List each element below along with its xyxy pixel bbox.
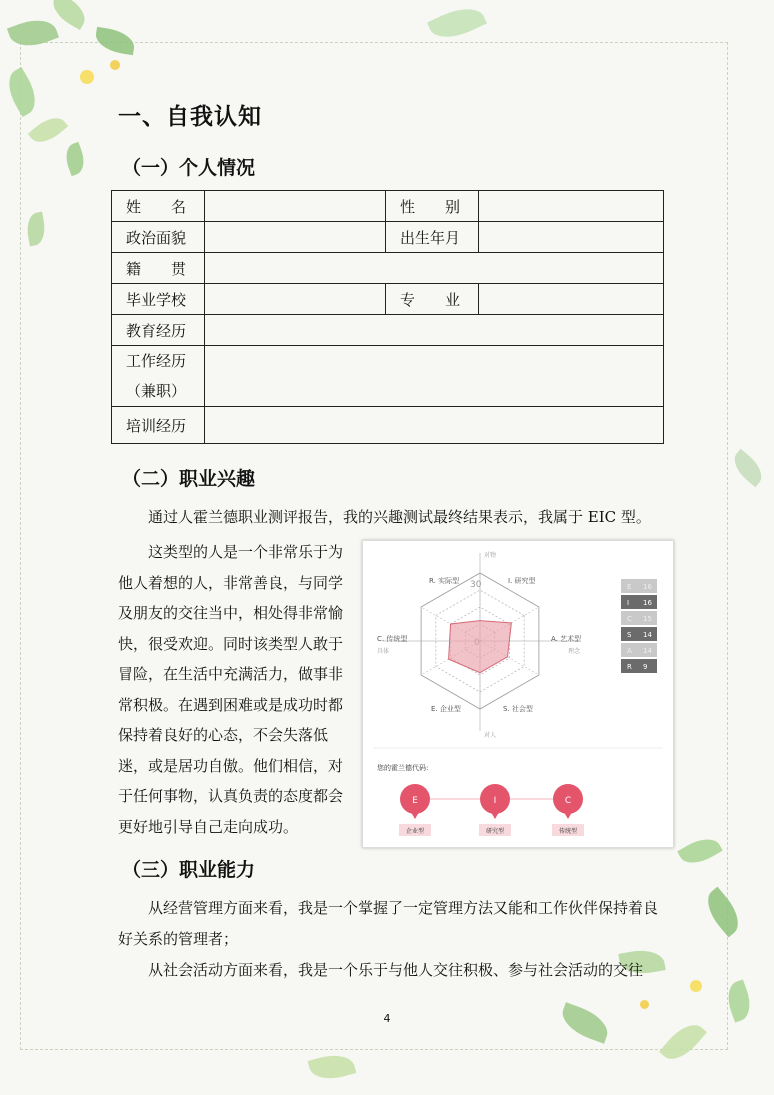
holland-chart-svg bbox=[363, 541, 673, 847]
radar-axis-label: I. 研究型 bbox=[508, 577, 536, 585]
radar-axis-label: A. 艺术型 bbox=[551, 635, 582, 643]
radar-axis-label: C. 传统型 bbox=[377, 635, 408, 643]
holland-chart bbox=[362, 540, 674, 848]
interest-intro: 通过人霍兰德职业测评报告，我的兴趣测试最终结果表示，我属于 EIC 型。 bbox=[148, 508, 651, 526]
label-work-line2: （兼职） bbox=[126, 382, 187, 400]
value-birth[interactable] bbox=[479, 222, 664, 253]
radar-axis-label: R. 实际型 bbox=[429, 577, 460, 585]
table-row bbox=[112, 191, 664, 222]
section-career-ability: （三）职业能力 bbox=[122, 859, 256, 881]
value-gender[interactable] bbox=[479, 191, 664, 222]
value-major[interactable] bbox=[479, 284, 664, 315]
value-training[interactable] bbox=[205, 407, 664, 444]
value-education[interactable] bbox=[205, 315, 664, 346]
axis-bottom-label: 对人 bbox=[484, 732, 497, 739]
axis-top-label: 对物 bbox=[484, 552, 497, 559]
page-title: 一、自我认知 bbox=[118, 104, 262, 130]
value-politics[interactable] bbox=[205, 222, 386, 253]
score-code: R bbox=[627, 663, 632, 671]
value-native[interactable] bbox=[205, 253, 664, 284]
score-value: 16 bbox=[643, 599, 652, 607]
score-value: 14 bbox=[643, 631, 652, 639]
label-work bbox=[112, 346, 205, 407]
section-personal-info: （一）个人情况 bbox=[122, 157, 256, 179]
label-work-line1: 工作经历 bbox=[126, 352, 187, 370]
code-letter: I bbox=[493, 796, 497, 806]
table-row bbox=[112, 253, 664, 284]
label-major: 专 业 bbox=[386, 284, 479, 315]
score-code: A bbox=[627, 647, 632, 655]
score-value: 15 bbox=[643, 615, 652, 623]
value-school[interactable] bbox=[205, 284, 386, 315]
score-value: 14 bbox=[643, 647, 652, 655]
holland-code-title: 您的霍兰德代码: bbox=[377, 764, 429, 772]
table-row bbox=[112, 284, 664, 315]
score-value: 9 bbox=[643, 663, 648, 671]
table-row bbox=[112, 222, 664, 253]
score-code: E bbox=[627, 583, 632, 591]
code-name: 传统型 bbox=[558, 828, 578, 835]
label-training: 培训经历 bbox=[112, 407, 205, 444]
table-row bbox=[112, 315, 664, 346]
code-letter: C bbox=[564, 796, 572, 806]
table-row bbox=[112, 346, 664, 407]
page-number: 4 bbox=[383, 1012, 391, 1025]
table-row bbox=[112, 407, 664, 444]
score-code: C bbox=[627, 615, 632, 623]
label-name: 姓 名 bbox=[112, 191, 205, 222]
label-education: 教育经历 bbox=[112, 315, 205, 346]
label-birth: 出生年月 bbox=[386, 222, 479, 253]
ability-paragraph-2: 从社会活动方面来看，我是一个乐于与他人交往积极、参与社会活动的交往 bbox=[148, 961, 644, 979]
label-native: 籍 贯 bbox=[112, 253, 205, 284]
section-career-interest: （二）职业兴趣 bbox=[122, 468, 256, 490]
axis-right-label: 理念 bbox=[568, 648, 581, 655]
code-letter: E bbox=[412, 796, 418, 806]
code-name: 企业型 bbox=[405, 828, 425, 835]
ability-paragraph-1: 从经营管理方面来看，我是一个掌握了一定管理方法又能和工作伙伴保持着良好关系的管理者； bbox=[118, 899, 659, 948]
value-name[interactable] bbox=[205, 191, 386, 222]
radar-axis-label: E. 企业型 bbox=[431, 705, 461, 713]
label-school: 毕业学校 bbox=[112, 284, 205, 315]
axis-left-label: 具体 bbox=[377, 648, 390, 655]
score-code: I bbox=[627, 599, 630, 607]
interest-description: 这类型的人是一个非常乐于为他人着想的人，非常善良，与同学及朋友的交往当中，相处得非常愉快，很受欢迎。同时该类型人敢于冒险，在生活中充满活力，做事非常积极。在遇到困难或是成功时都保持着良好的心态，不会失落低迷，或是居功自傲。他们相信，对于任何事物，认真负责的态度都会更好地引导自己走向成功。 bbox=[118, 543, 344, 836]
label-gender: 性 别 bbox=[386, 191, 479, 222]
personal-info-table bbox=[111, 190, 664, 444]
label-politics: 政治面貌 bbox=[112, 222, 205, 253]
radar-scale-max: 30 bbox=[470, 580, 482, 590]
code-name: 研究型 bbox=[485, 828, 505, 835]
score-code: S bbox=[627, 631, 632, 639]
radar-axis-label: S. 社会型 bbox=[503, 705, 533, 713]
radar-data-area bbox=[449, 621, 512, 673]
value-work[interactable] bbox=[205, 346, 664, 407]
score-value: 16 bbox=[643, 583, 652, 591]
